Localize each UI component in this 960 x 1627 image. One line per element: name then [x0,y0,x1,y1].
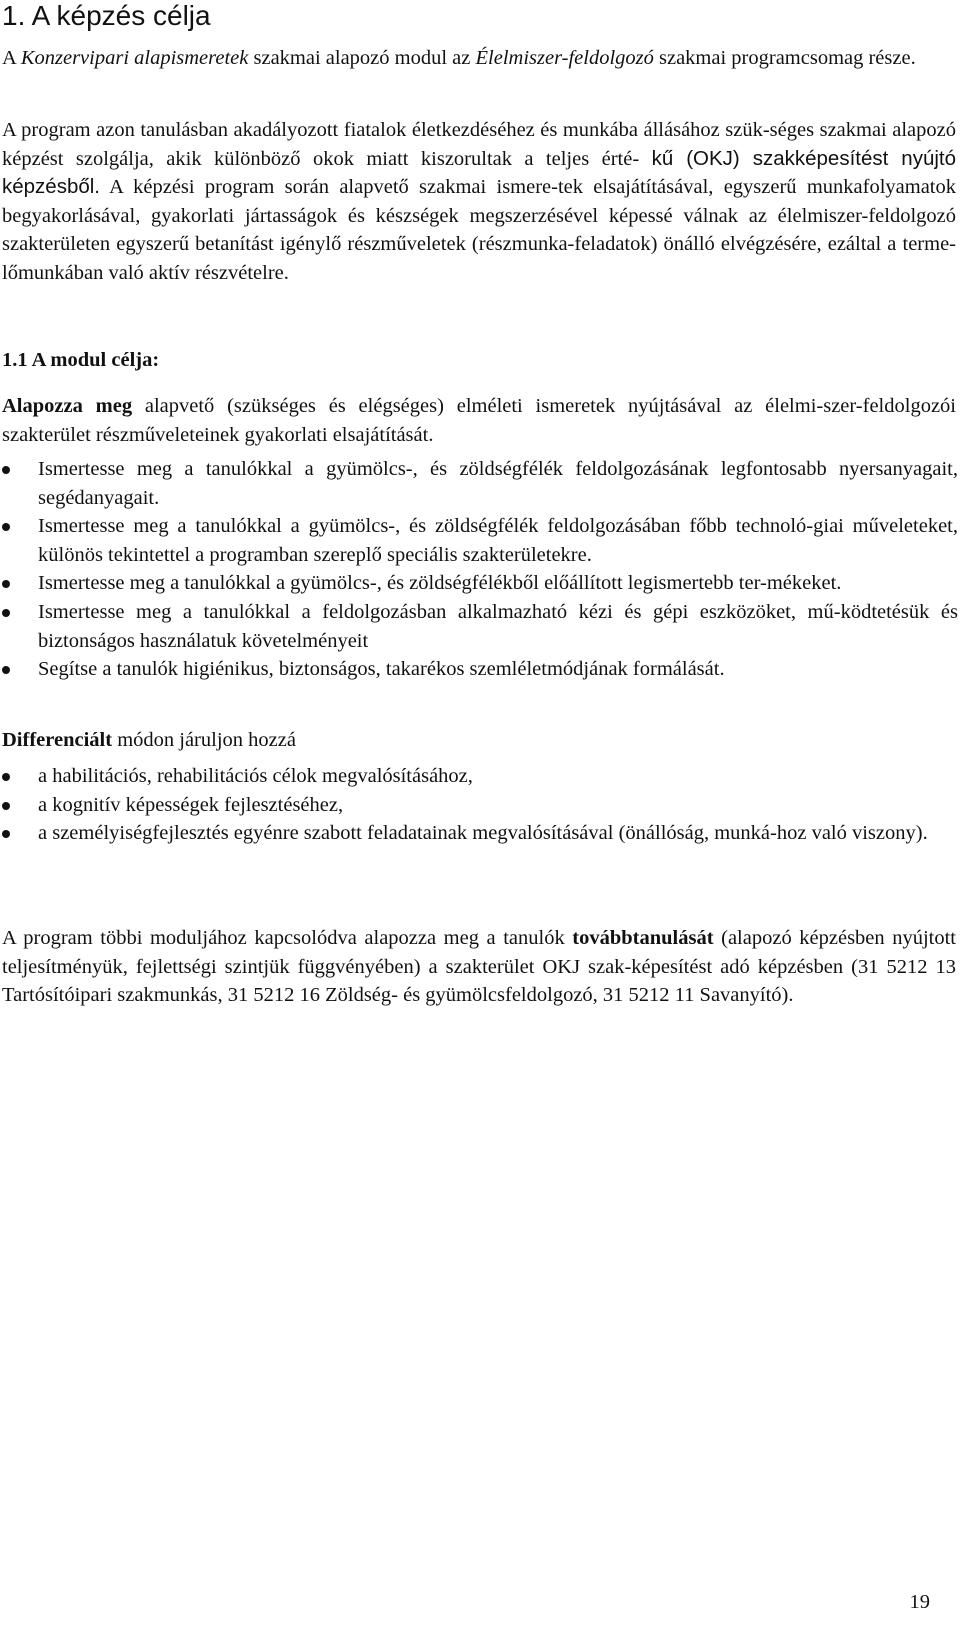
program-name: Élelmiszer-feldolgozó [475,47,654,69]
intro-text: A [2,47,21,69]
differential-text: módon járuljon hozzá [112,729,296,751]
goal-list [0,455,958,684]
intro-text: szakmai programcsomag része. [653,47,916,69]
list-item [0,819,958,848]
bullet-icon [2,609,10,617]
differential-list [0,762,958,848]
list-item-text: Segítse a tanulók higiénikus, biztonságos, takarékos szemléletmódjának formálását. [38,658,725,681]
list-item-text: Ismertesse meg a tanulókkal a gyümölcs-, és zöldségfélékből előállított legismertebb ter-mékeket. [38,572,842,595]
intro-text-sans: kű (OKJ) szakképesítést nyújtó képzésből. [2,146,956,199]
list-item [0,791,958,820]
closing-text: A program többi moduljához kapcsolódva alapozza meg a tanulók [2,927,573,949]
list-item-text: a kognitív képességek fejlesztéséhez, [38,793,344,816]
closing-text: (alapozó képzésben nyújtott teljesítményük, fejlettségi szintjük függvényében) a szakterület OKJ szak-képesítést adó képzésben (31 5212 13 Tartósítóipari szakmunkás, 31 5212 16 Zöldség- és gyümölcsfeldolgozó, 31 5212 11 Savanyító). [2,927,956,1007]
closing-paragraph [2,924,956,1010]
section-title: 1. A képzés célja [2,0,211,31]
list-item [0,762,958,791]
intro-paragraph-2 [2,116,956,288]
goal-text: alapvető (szükséges és elégséges) elméleti ismeretek nyújtásával az élelmi-szer-feldolgozói szakterület részműveleteinek gyakorlati elsajátítását. [2,395,956,446]
intro-paragraph-1 [2,44,956,73]
list-item-text: Ismertesse meg a tanulókkal a gyümölcs-, és zöldségfélék feldolgozásának legfontosabb nyersanyagait, segédanyagait. [38,458,958,509]
bullet-icon [2,802,10,810]
intro-text: A képzési program során alapvető szakmai ismere-tek elsajátításával, egyszerű munkafolyamatok begyakorlásával, gyakorlati jártasságok és készségek megszerzésével képessé válnak az élelmiszer-feldolgozó szakterületen egyszerű betanítást igénylő részműveletek (részmunka-feladatok) önálló elvégzésére, ezáltal a terme-lőmunkában való aktív részvételre. [2,176,956,284]
page-number: 19 [909,1591,930,1613]
list-item-text: a habilitációs, rehabilitációs célok megvalósításához, [38,765,473,787]
goal-emphasis: Alapozza meg [2,395,133,417]
bullet-icon [2,523,10,531]
intro-text: A program azon tanulásban akadályozott fiatalok életkezdéséhez és munkába állásához szük-séges szakmai alapozó képzést szolgálja, akik különböző okok miatt kiszorultak a teljes érté- [2,119,956,170]
list-item-text: a személyiségfejlesztés egyénre szabott feladatainak megvalósításával (önállóság, munká-hoz való viszony). [38,822,928,845]
list-item [0,569,958,598]
bullet-icon [2,830,10,838]
differential-intro [2,726,956,755]
list-item [0,455,958,512]
module-name: Konzervipari alapismeretek [20,47,249,69]
bullet-icon [2,773,10,781]
differential-emphasis: Differenciált [2,729,113,751]
list-item [0,512,958,569]
bullet-icon [2,666,10,674]
list-item [0,598,958,655]
list-item-text: Ismertesse meg a tanulókkal a feldolgozásban alkalmazható kézi és gépi eszközöket, mű-ködtetésük és biztonságos használatuk követelményeit [38,600,958,652]
closing-emphasis: továbbtanulását [572,927,714,949]
intro-text: szakmai alapozó modul az [248,47,476,69]
bullet-icon [2,580,10,588]
list-item-text: Ismertesse meg a tanulókkal a gyümölcs-, és zöldségfélék feldolgozásában főbb technoló-giai műveleteket, különös tekintettel a programban szereplő speciális szakterületekre. [38,515,958,566]
list-item [0,655,958,684]
goal-paragraph [2,392,956,449]
subsection-title: 1.1 A modul célja: [2,349,160,371]
bullet-icon [2,466,10,474]
